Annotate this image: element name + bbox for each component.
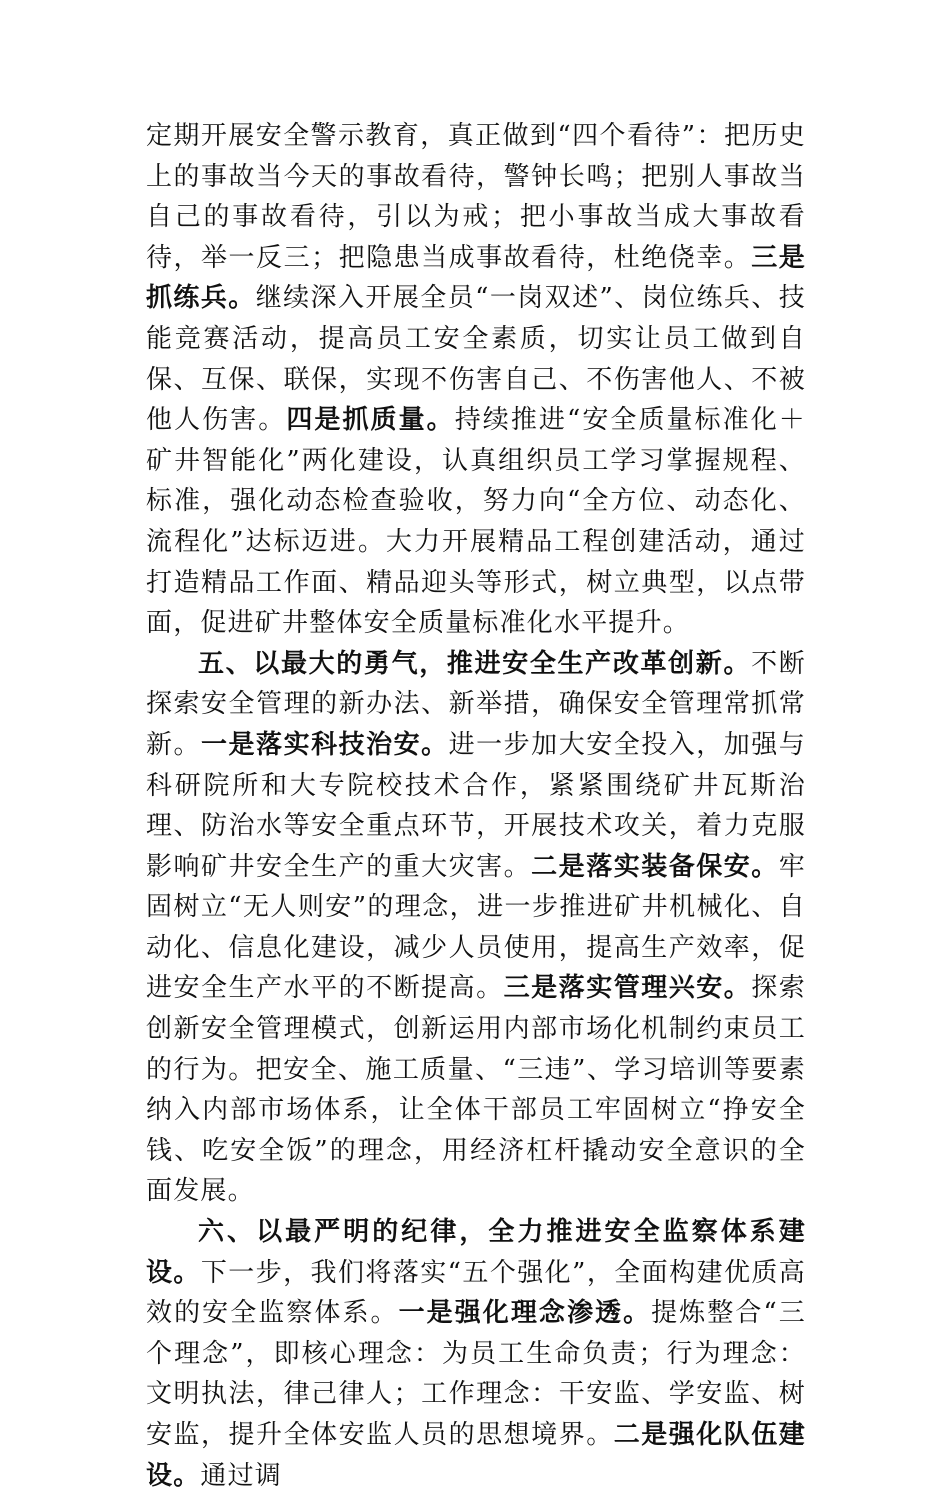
- text-run-bold: 三是抓练兵。: [146, 242, 806, 314]
- text-run-bold: 一是强化理念渗透。: [398, 1298, 652, 1329]
- text-run-bold: 四是抓质量。: [286, 405, 455, 436]
- text-run-bold: 一是落实科技治安。: [201, 729, 449, 760]
- text-run: 探索创新安全管理模式，创新运用内部市场化机制约束员工的行为。把安全、施工质量、“三违”、学习培训等要素纳入内部市场体系，让全体干部员工牢固树立“挣安全钱、吃安全饭”的理念，用经济杠杆撬动安全意识的全面发展。: [146, 973, 806, 1207]
- text-run: 提炼整合“三个理念”，即核心理念：为员工生命负责；行为理念：文明执法，律己律人；工作理念：干安监、学安监、树安监，提升全体安监人员的思想境界。: [146, 1298, 806, 1450]
- section-heading: 六、以最严明的纪律，全力推进安全监察体系建设。: [146, 1217, 806, 1288]
- text-run: 牢固树立“无人则安”的理念，进一步推进矿井机械化、自动化、信息化建设，减少人员使用，提高生产效率，促进安全生产水平的不断提高。: [146, 851, 806, 1004]
- paragraph-3: [146, 1212, 806, 1496]
- text-run: 持续推进“安全质量标准化＋矿井智能化”两化建设，认真组织员工学习掌握规程、标准，强化动态检查验收，努力向“全方位、动态化、流程化”达标迈进。大力开展精品工程创建活动，通过打造精品工作面、精品迎头等形式，树立典型，以点带面，促进矿井整体安全质量标准化水平提升。: [146, 405, 806, 639]
- text-run: 不断探索安全管理的新办法、新举措，确保安全管理常抓常新。: [146, 648, 806, 760]
- text-run: 通过调: [200, 1460, 283, 1491]
- text-run-bold: 二是落实装备保安。: [531, 851, 779, 882]
- paragraph-1: [146, 116, 806, 644]
- text-run: 定期开展安全警示教育，真正做到“四个看待”：把历史上的事故当今天的事故看待，警钟长鸣；把别人事故当自己的事故看待，引以为戒；把小事故当成大事故看待，举一反三；把隐患当成事故看待，杜绝侥幸。: [146, 121, 806, 273]
- text-run-bold: 二是强化队伍建设。: [146, 1420, 806, 1491]
- text-run: 继续深入开展全员“一岗双述”、岗位练兵、技能竞赛活动，提高员工安全素质，切实让员工做到自保、互保、联保，实现不伤害自己、不伤害他人、不被他人伤害。: [146, 283, 806, 436]
- paragraph-2: [146, 644, 806, 1212]
- text-run: 下一步，我们将落实“五个强化”，全面构建优质高效的安全监察体系。: [146, 1257, 806, 1329]
- text-run-bold: 三是落实管理兴安。: [503, 973, 752, 1004]
- text-run: 进一步加大安全投入，加强与科研院所和大专院校技术合作，紧紧围绕矿井瓦斯治理、防治水等安全重点环节，开展技术攻关，着力克服影响矿井安全生产的重大灾害。: [146, 729, 806, 882]
- document-body: [146, 116, 806, 1496]
- section-heading: 五、以最大的勇气，推进安全生产改革创新。: [198, 648, 752, 679]
